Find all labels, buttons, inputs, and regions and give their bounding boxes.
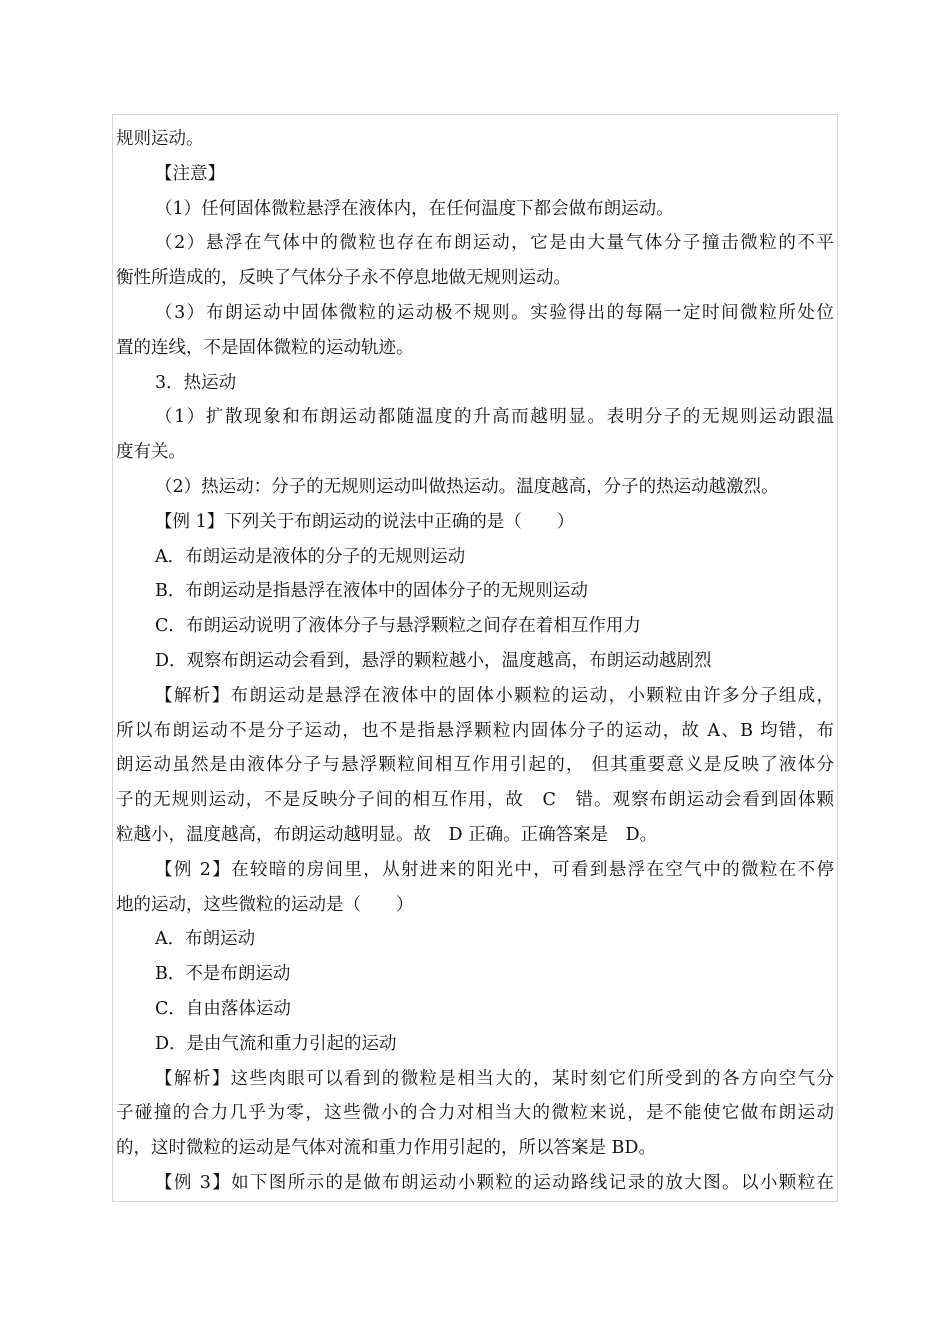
text-line: 朗运动虽然是由液体分子与悬浮颗粒间相互作用引起的， 但其重要意义是反映了液体分 — [116, 755, 834, 776]
text-line: 子的无规则运动，不是反映分子间的相互作用，故 C 错。观察布朗运动会看到固体颗 — [116, 790, 834, 811]
text-line: 置的连线，不是固体微粒的运动轨迹。 — [116, 337, 414, 358]
text-line: 度有关。 — [116, 442, 186, 463]
text-line: 【解析】这些肉眼可以看到的微粒是相当大的，某时刻它们所受到的各方向空气分 — [155, 1068, 834, 1089]
text-line: （1）任何固体微粒悬浮在液体内，在任何温度下都会做布朗运动。 — [155, 198, 674, 219]
text-line: 3．热运动 — [155, 372, 237, 393]
text-line: （1）扩散现象和布朗运动都随温度的升高而越明显。表明分子的无规则运动跟温 — [155, 407, 834, 428]
text-line: 的，这时微粒的运动是气体对流和重力作用引起的，所以答案是 BD。 — [116, 1138, 656, 1159]
text-line: 【例 1】下列关于布朗运动的说法中正确的是（ ） — [155, 511, 575, 532]
text-line: 规则运动。 — [116, 129, 204, 149]
text-line: B．不是布朗运动 — [155, 964, 291, 985]
text-line: D．观察布朗运动会看到，悬浮的颗粒越小，温度越高，布朗运动越剧烈 — [155, 650, 712, 671]
text-line: 粒越小，温度越高，布朗运动越明显。故 D 正确。正确答案是 D。 — [116, 824, 658, 845]
text-line: 子碰撞的合力几乎为零，这些微小的合力对相当大的微粒来说，是不能使它做布朗运动 — [116, 1103, 834, 1124]
text-line: 所以布朗运动不是分子运动，也不是指悬浮颗粒内固体分子的运动，故 A、B 均错，布 — [116, 720, 834, 741]
text-line: C．自由落体运动 — [155, 998, 291, 1019]
text-line: 【解析】布朗运动是悬浮在液体中的固体小颗粒的运动，小颗粒由许多分子组成， — [155, 685, 834, 706]
text-line: 衡性所造成的，反映了气体分子永不停息地做无规则运动。 — [116, 268, 571, 289]
document-body — [116, 122, 834, 1201]
text-line: A．布朗运动是液体的分子的无规则运动 — [155, 546, 466, 567]
text-line: A．布朗运动 — [155, 929, 256, 950]
text-line: 【注意】 — [155, 163, 225, 184]
text-line: 【例 2】在较暗的房间里，从射进来的阳光中，可看到悬浮在空气中的微粒在不停 — [155, 859, 834, 880]
text-line: （2）悬浮在气体中的微粒也存在布朗运动，它是由大量气体分子撞击微粒的不平 — [155, 233, 834, 254]
text-line: （2）热运动：分子的无规则运动叫做热运动。温度越高，分子的热运动越激烈。 — [155, 476, 779, 497]
text-line: B．布朗运动是指悬浮在液体中的固体分子的无规则运动 — [155, 581, 588, 602]
text-line: 【例 3】如下图所示的是做布朗运动小颗粒的运动路线记录的放大图。以小颗粒在 — [155, 1172, 834, 1193]
text-line: （3）布朗运动中固体微粒的运动极不规则。实验得出的每隔一定时间微粒所处位 — [155, 302, 834, 323]
text-line: D．是由气流和重力引起的运动 — [155, 1033, 397, 1054]
text-line: 地的运动，这些微粒的运动是（ ） — [116, 894, 414, 915]
text-line: C．布朗运动说明了液体分子与悬浮颗粒之间存在着相互作用力 — [155, 616, 641, 637]
